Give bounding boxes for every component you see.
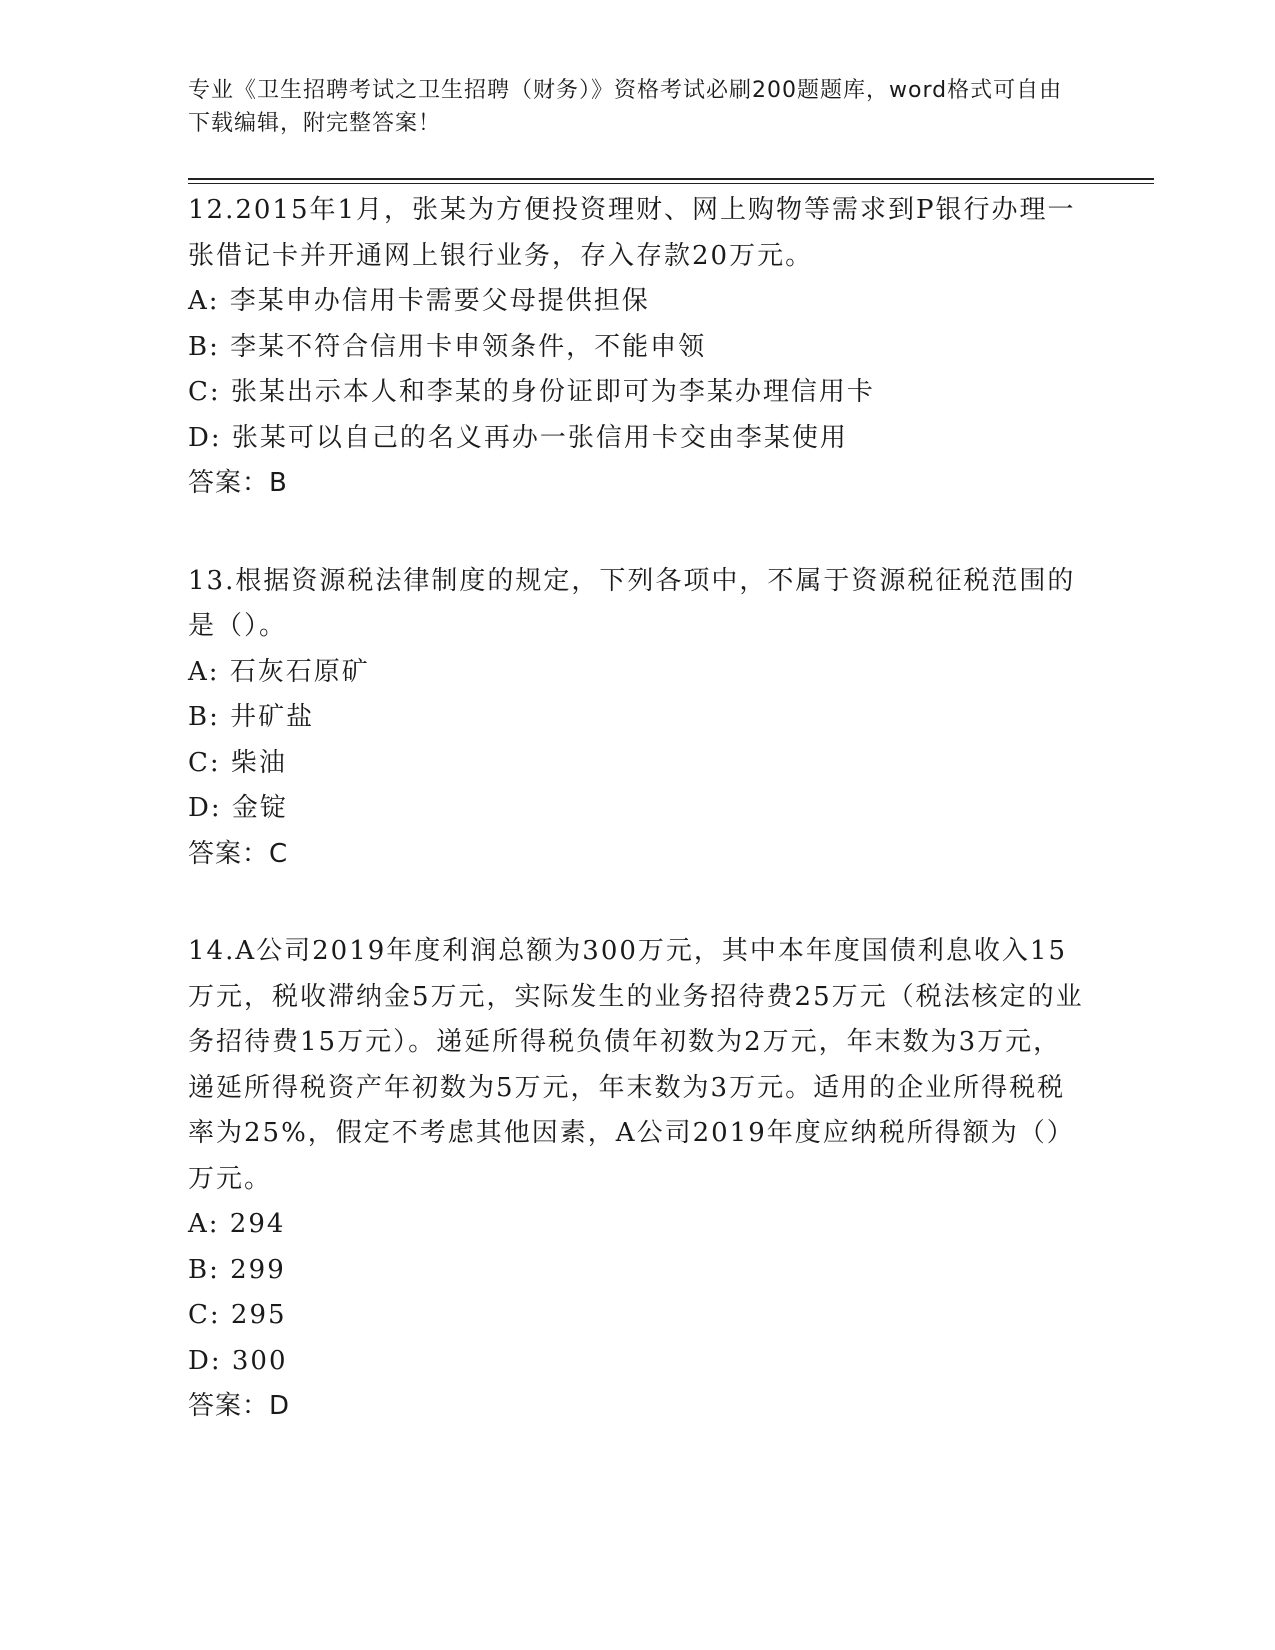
option-b: B: 299 bbox=[188, 1254, 286, 1285]
header-divider-thin bbox=[188, 183, 1154, 184]
answer-line: 答案：C bbox=[188, 838, 289, 869]
question-stem: 14.A公司2019年度利润总额为300万元，其中本年度国债利息收入15万元，税收滞纳金5万元，实际发生的业务招待费25万元（税法核定的业务招待费15万元）。递延所得税负债年初数为2万元，年末数为3万元，递延所得税资产年初数为5万元，年末数为3万元。适用的企业所得税税率为25%，假定不考虑其他因素，A公司2019年度应纳税所得额为（）万元。 bbox=[188, 936, 1084, 1194]
question-stem: 12.2015年1月，张某为方便投资理财、网上购物等需求到P银行办理一张借记卡并开通网上银行业务，存入存款20万元。 bbox=[188, 195, 1076, 271]
option-b: B: 井矿盐 bbox=[188, 702, 315, 732]
option-a: A: 石灰石原矿 bbox=[188, 656, 370, 687]
option-d: D: 金锭 bbox=[188, 793, 288, 823]
option-a: A: 李某申办信用卡需要父母提供担保 bbox=[188, 286, 650, 316]
question-stem: 13.根据资源税法律制度的规定，下列各项中，不属于资源税征税范围的是（）。 bbox=[188, 565, 1076, 641]
option-c: C: 张某出示本人和李某的身份证即可为李某办理信用卡 bbox=[188, 377, 875, 407]
option-b: B: 李某不符合信用卡申领条件，不能申领 bbox=[188, 331, 707, 362]
document-header: 专业《卫生招聘考试之卫生招聘（财务）》资格考试必刷200题题库，word格式可自由下载编辑，附完整答案！ bbox=[188, 78, 1063, 136]
header-divider-thick bbox=[188, 178, 1154, 180]
question-14 bbox=[188, 929, 1088, 1430]
answer-line: 答案：B bbox=[188, 468, 288, 498]
question-12 bbox=[188, 188, 1088, 507]
option-c: C: 295 bbox=[188, 1300, 287, 1330]
question-13 bbox=[188, 559, 1088, 878]
answer-line: 答案：D bbox=[188, 1391, 291, 1421]
option-a: A: 294 bbox=[188, 1209, 286, 1239]
option-d: D: 300 bbox=[188, 1345, 288, 1376]
option-d: D: 张某可以自己的名义再办一张信用卡交由李某使用 bbox=[188, 422, 848, 453]
question-list bbox=[188, 188, 1088, 1482]
option-c: C: 柴油 bbox=[188, 747, 287, 778]
